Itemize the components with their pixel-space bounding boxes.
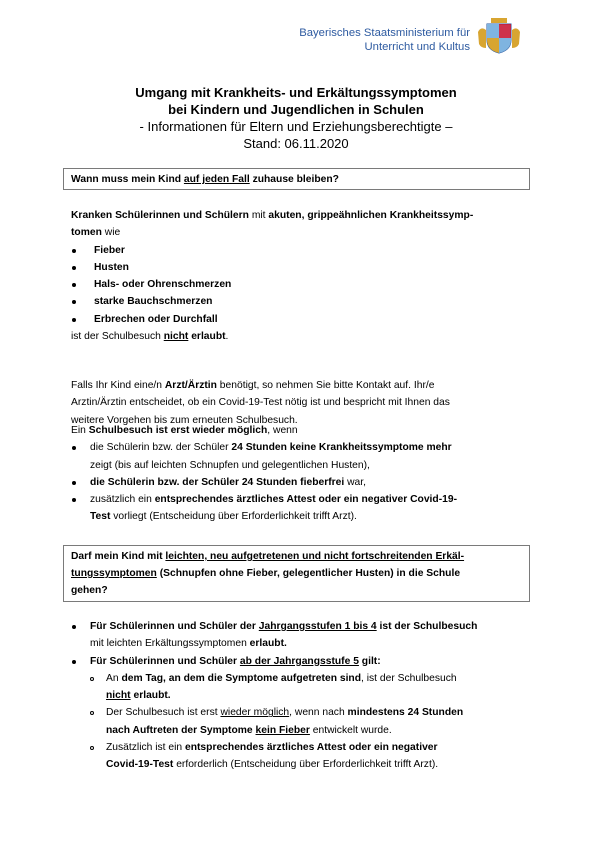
list-item: Hals- oder Ohrenschmerzen	[71, 276, 541, 293]
q2-line-3: gehen?	[71, 585, 108, 596]
ministry-line-1: Bayerisches Staatsministerium für	[299, 27, 470, 39]
answer-section	[71, 618, 541, 774]
return-intro: Ein Schulbesuch ist erst wieder möglich, wenn	[71, 425, 298, 436]
list-item: die Schülerin bzw. der Schüler 24 Stunden keine Krankheitssymptome mehr zeigt (bis auf leichten Schnupfen und gelegentlichen Husten),	[71, 439, 541, 474]
document-title	[40, 84, 552, 152]
title-line-1: Umgang mit Krankheits- und Erkältungssymptomen	[135, 85, 457, 100]
subtitle: - Informationen für Eltern und Erziehungsberechtigte –	[139, 119, 453, 134]
symptom-list	[71, 242, 541, 328]
list-item: Der Schulbesuch ist erst wieder möglich, wenn nach mindestens 24 Stunden nach Auftreten der Symptome kein Fieber entwickelt wurde.	[90, 704, 541, 739]
question-box-2	[63, 545, 530, 602]
list-item: An dem Tag, an dem die Symptome aufgetreten sind, ist der Schulbesuch nicht erlaubt.	[90, 670, 541, 705]
q1-text: Wann muss mein Kind	[71, 174, 184, 185]
return-conditions-list	[71, 439, 541, 525]
list-item: Erbrechen oder Durchfall	[71, 311, 541, 328]
sick-section	[71, 207, 541, 345]
ministry-name	[250, 26, 470, 54]
doctor-line-1: Falls Ihr Kind eine/n Arzt/Ärztin benötigt, so nehmen Sie bitte Kontakt auf. Ihr/e	[71, 380, 435, 391]
sick-intro-line-2: tomen wie	[71, 227, 121, 239]
grade5-sublist	[90, 670, 541, 774]
answer-list	[71, 618, 541, 774]
list-item: starke Bauchschmerzen	[71, 293, 541, 310]
q1-text-end: zuhause bleiben?	[249, 174, 339, 185]
q1-emphasis: auf jeden Fall	[183, 174, 250, 185]
ministry-line-2: Unterricht und Kultus	[364, 41, 470, 53]
list-item: die Schülerin bzw. der Schüler 24 Stunden fieberfrei war,	[71, 474, 541, 491]
doctor-line-3: weitere Vorgehen bis zum erneuten Schulbesuch.	[71, 414, 298, 426]
list-item: zusätzlich ein entsprechendes ärztliches Attest oder ein negativer Covid-19- Test vorliegt (Entscheidung über Erforderlichkeit trifft Arzt).	[71, 491, 541, 526]
document-date: Stand: 06.11.2020	[243, 136, 349, 151]
bavarian-coat-of-arms-icon	[477, 18, 521, 54]
doctor-line-2: Arztin/Ärztin entscheidet, ob ein Covid-19-Test nötig ist und bespricht mit Ihnen das	[71, 397, 450, 409]
list-item: Husten	[71, 259, 541, 276]
question-box-1	[63, 168, 530, 190]
return-section	[71, 422, 541, 526]
list-item: Für Schülerinnen und Schüler der Jahrgangsstufen 1 bis 4 ist der Schulbesuch mit leichten Erkältungssymptomen erlaubt.	[71, 618, 541, 653]
sick-intro-line-1: Kranken Schülerinnen und Schülern mit akuten, grippeähnlichen Krankheitssymp-	[71, 210, 474, 221]
sick-conclusion: ist der Schulbesuch nicht erlaubt.	[71, 331, 229, 343]
title-line-2: bei Kindern und Jugendlichen in Schulen	[168, 102, 424, 117]
list-item: Zusätzlich ist ein entsprechendes ärztliches Attest oder ein negativer Covid-19-Test erforderlich (Entscheidung über Erforderlichkeit trifft Arzt).	[90, 739, 541, 774]
q2-line-2: tungssymptomen (Schnupfen ohne Fieber, gelegentlicher Husten) in die Schule	[71, 568, 461, 579]
list-item: Fieber	[71, 242, 541, 259]
q2-line-1: Darf mein Kind mit leichten, neu aufgetretenen und nicht fortschreitenden Erkäl-	[71, 551, 465, 562]
list-item: Für Schülerinnen und Schüler ab der Jahrgangsstufe 5 gilt: An dem Tag, an dem die Symptome aufgetreten sind, ist der Schulbesuch nicht erlaubt. Der Schulbesuch ist erst wieder möglich, wenn nach mindestens 24 Stunden nach Auftreten der Symptome kein Fieber entwickelt wurde. Zusätzlich ist ein entsprechendes ärztliches Attest oder ein negativer Covid-19-Test erforderlich (Entscheidung über Erforderlichkeit trifft Arzt).	[71, 653, 541, 774]
